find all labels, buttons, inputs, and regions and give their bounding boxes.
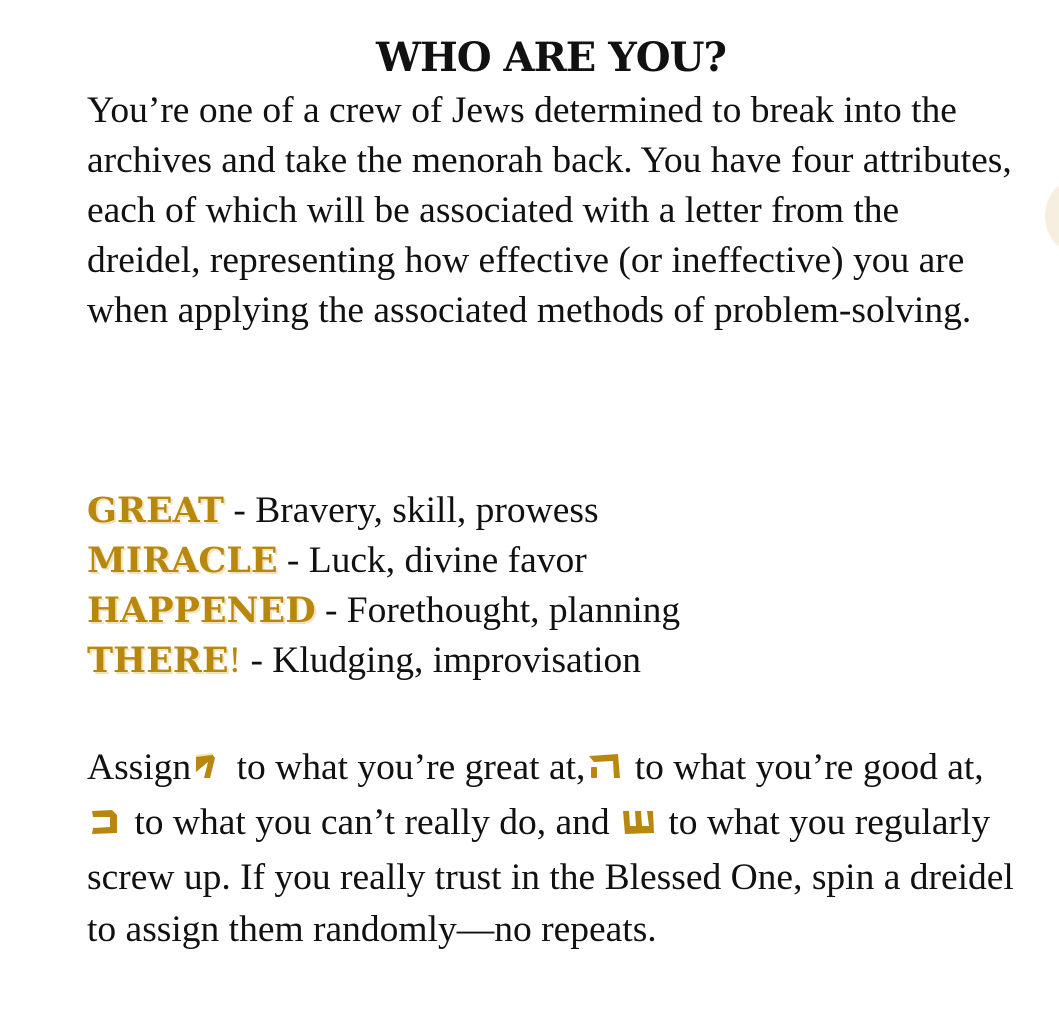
shin-letter-icon [620, 800, 658, 852]
attribute-description: - Luck, divine favor [277, 540, 587, 581]
exclamation-mark: ! [228, 640, 242, 681]
nun-letter-icon [88, 800, 124, 852]
attribute-list [87, 486, 1022, 686]
attribute-great [87, 486, 1022, 536]
assign-paragraph: Assign to what you’re great at, to what you’re good at, to what you can’t really do, and to what you regularly screw up. If you really trust in the Blessed One, spin a dreidel to assign them randomly—no repeats. [87, 747, 1014, 950]
title-container [0, 30, 1059, 86]
attribute-word: MIRACLE [87, 540, 278, 581]
page-title: WHO ARE YOU? [366, 30, 736, 86]
attribute-description: - Bravery, skill, prowess [223, 490, 599, 531]
attribute-description: - Forethought, planning [315, 590, 681, 631]
attribute-miracle [87, 536, 1022, 586]
attribute-word: GREAT [87, 490, 224, 531]
attribute-word: HAPPENED [87, 590, 316, 631]
attribute-description: - Kludging, improvisation [241, 640, 642, 681]
hei-letter-icon [586, 745, 624, 797]
gimel-letter-icon [192, 745, 226, 797]
attribute-word: THERE [87, 640, 229, 681]
attribute-there [87, 636, 1022, 686]
decorative-edge-circle [1045, 180, 1059, 252]
intro-paragraph: You’re one of a crew of Jews determined to break into the archives and take the menorah back. You have four attributes, each of which will be associated with a letter from the dreidel, representing how effective (or ineffective) you are when applying the associated methods of problem-solving. [87, 90, 1012, 331]
attribute-happened [87, 586, 1022, 636]
